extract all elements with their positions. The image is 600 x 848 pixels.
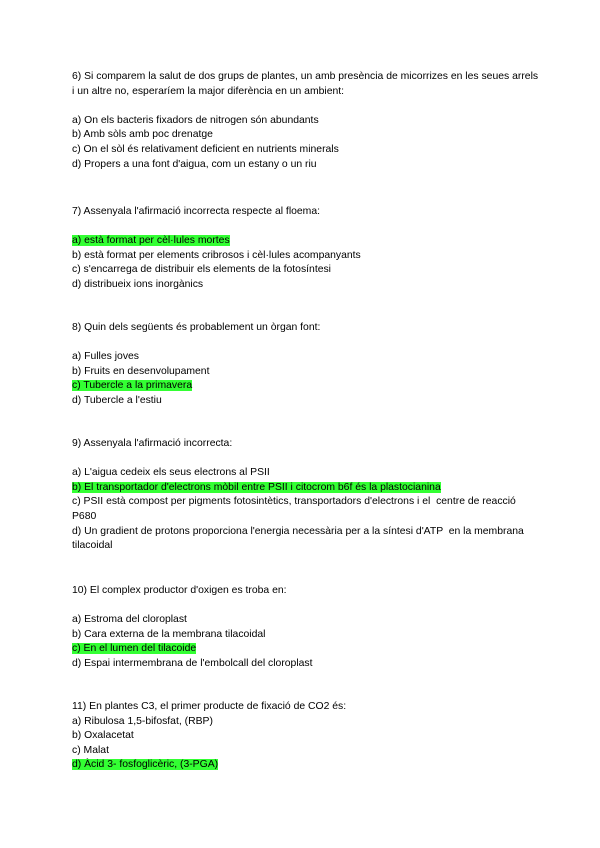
question-9 <box>72 437 542 554</box>
option-d: d) distribueix ions inorgànics <box>72 278 204 290</box>
question-7 <box>72 205 542 293</box>
question-6 <box>72 70 542 172</box>
option-b: b) Cara externa de la membrana tilacoidal <box>72 628 266 640</box>
option-b: b) Fruits en desenvolupament <box>72 365 210 377</box>
option-d: d) Tubercle a l'estiu <box>72 394 162 406</box>
option-d: d) Propers a una font d'aigua, com un estany o un riu <box>72 158 317 170</box>
question-stem: 10) El complex productor d'oxigen es troba en: <box>72 585 287 596</box>
option-b: b) Amb sòls amb poc drenatge <box>72 129 213 141</box>
question-stem: 11) En plantes C3, el primer producte de fixació de CO2 és: <box>72 701 347 712</box>
option-d <box>72 758 542 773</box>
option-a: a) Ribulosa 1,5-bifosfat, (RBP) <box>72 715 213 727</box>
option-c <box>72 379 542 394</box>
option-c <box>72 642 542 657</box>
question-stem: 7) Assenyala l'afirmació incorrecta respecte al floema: <box>72 206 321 217</box>
option-c: c) On el sòl és relativament deficient en nutrients minerals <box>72 143 339 155</box>
option-b: b) Oxalacetat <box>72 730 134 742</box>
option-a: a) Estroma del cloroplast <box>72 614 187 626</box>
question-stem: 6) Si comparem la salut de dos grups de plantes, un amb presència de micorrizes en les seues arrels i un altre no, esperaríem la major diferència en un ambient: <box>72 71 539 97</box>
option-c: c) PSII està compost per pigments fotosintètics, transportadors d'electrons i el centre de reacció P680 <box>72 496 519 522</box>
option-a: a) On els bacteris fixadors de nitrogen són abundants <box>72 114 319 126</box>
question-11 <box>72 700 542 773</box>
question-8 <box>72 321 542 409</box>
question-stem: 9) Assenyala l'afirmació incorrecta: <box>72 438 233 449</box>
option-c: c) s'encarrega de distribuir els elements de la fotosíntesi <box>72 264 331 276</box>
highlighted-answer: c) En el lumen del tilacoide <box>72 643 197 655</box>
highlighted-answer: c) Tubercle a la primavera <box>72 380 193 392</box>
highlighted-answer: d) Àcid 3- fosfoglicèric, (3-PGA) <box>72 759 219 771</box>
highlighted-answer: b) El transportador d'electrons mòbil entre PSII i citocrom b6f és la plastocianina <box>72 481 441 493</box>
option-b: b) està format per elements cribrosos i cèl·lules acompanyants <box>72 249 361 261</box>
question-stem: 8) Quin dels següents és probablement un òrgan font: <box>72 322 321 333</box>
option-c: c) Malat <box>72 744 109 756</box>
option-a: a) Fulles joves <box>72 351 139 363</box>
question-10 <box>72 584 542 672</box>
option-a: a) L'aigua cedeix els seus electrons al PSII <box>72 467 270 479</box>
option-b <box>72 481 542 496</box>
option-a <box>72 234 542 249</box>
option-d: d) Espai intermembrana de l'embolcall del cloroplast <box>72 657 313 669</box>
option-d: d) Un gradient de protons proporciona l'energia necessària per a la síntesi d'ATP en la membrana tilacoidal <box>72 525 527 552</box>
highlighted-answer: a) està format per cèl·lules mortes <box>72 235 230 247</box>
